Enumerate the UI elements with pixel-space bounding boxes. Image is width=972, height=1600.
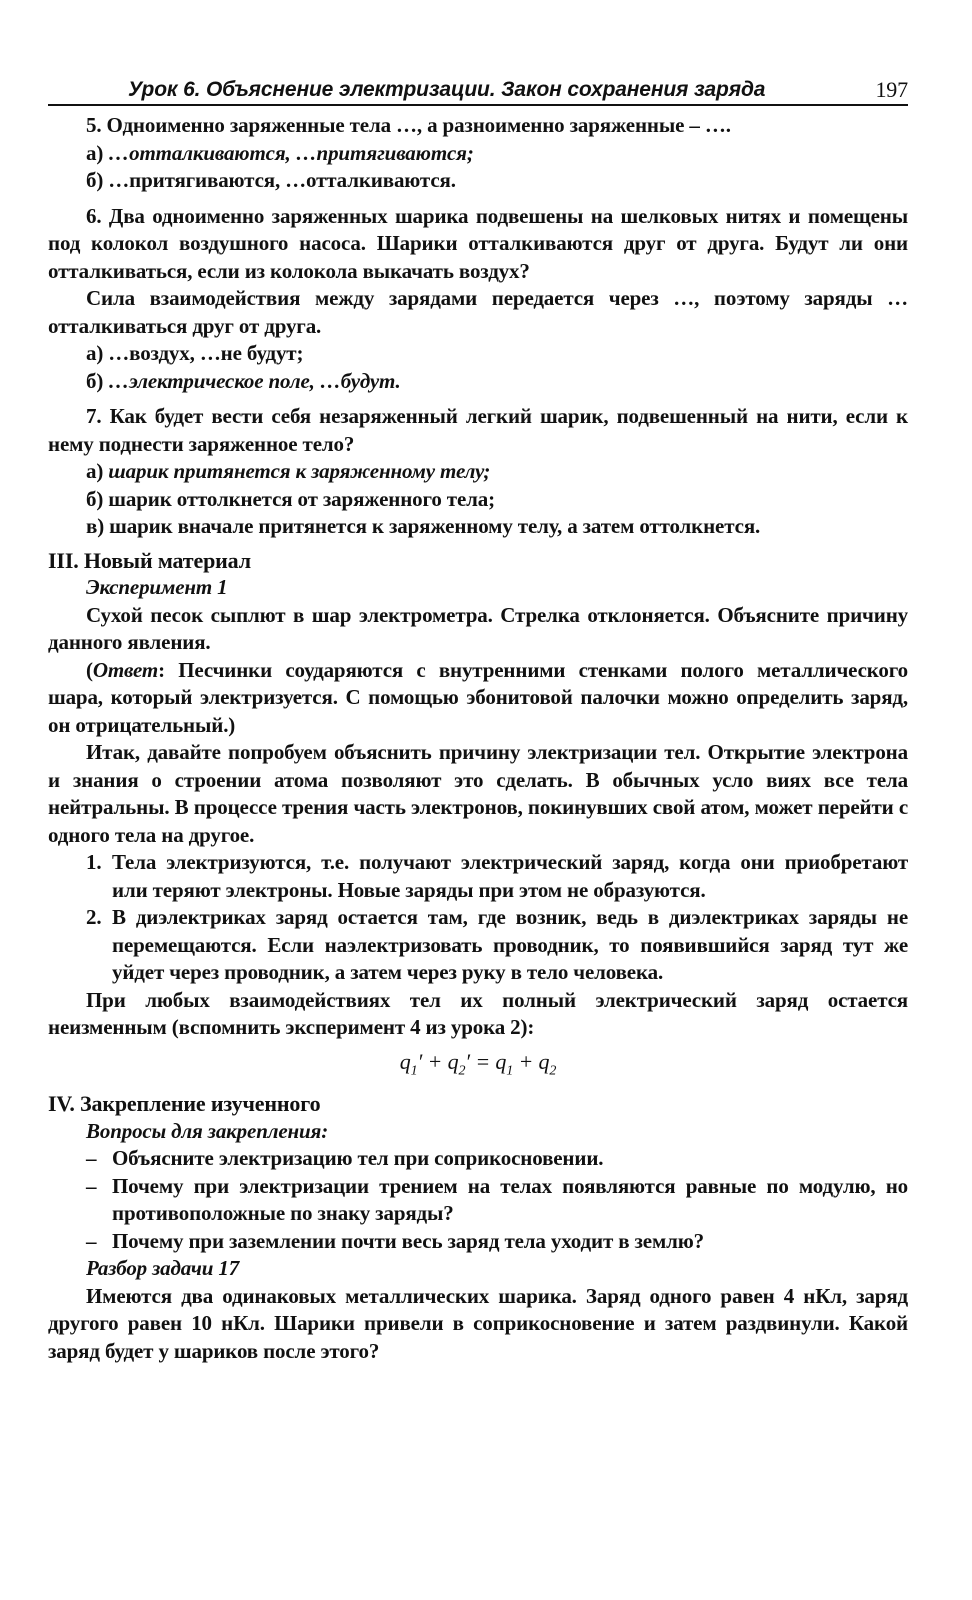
question-5-option-a	[48, 140, 908, 168]
list-item-text: Тела электризуются, т.е. получают электрический заряд, когда они приобретают или теряют электроны. Новые заряды при этом не образуются.	[112, 850, 908, 902]
conservation-law: При любых взаимодействиях тел их полный электрический заряд остается неизменным (вспомнить эксперимент 4 из урока 2):	[48, 987, 908, 1039]
question-7-option-a	[48, 458, 908, 486]
correct-answer: …электрическое поле, …будут.	[108, 368, 401, 393]
option-label: а)	[86, 140, 109, 165]
formula-q: q	[538, 1048, 550, 1074]
formula-index: 1	[506, 1062, 514, 1078]
question-7-option-c: в) шарик вначале притянется к заряженному телу, а затем оттолкнется.	[86, 514, 761, 538]
list-item-text: Почему при электризации трением на телах появляются равные по модулю, но противоположные по знаку заряды?	[112, 1173, 908, 1226]
question-6: 6. Два одноименно заряженных шарика подвешены на шелковых нитях и помещены под колокол воздушного насоса. Шарики отталкиваются друг от друга. Будут ли они отталкиваться, если из колокола выкачать воздух?	[48, 203, 908, 283]
list-item-text: Почему при заземлении почти весь заряд тела уходит в землю?	[112, 1228, 704, 1253]
list-item-text: В диэлектриках заряд остается там, где возник, ведь в диэлектриках заряды не перемещаются. Если наэлектризовать проводник, то появившийся заряд тут же уйдет через проводник, а затем через руку в тело человека.	[112, 905, 908, 984]
problem-title: Разбор задачи 17	[86, 1256, 240, 1281]
formula-prime: ′	[465, 1048, 470, 1074]
option-label: а)	[86, 459, 109, 483]
option-label: б)	[86, 368, 109, 393]
formula-index: 2	[458, 1062, 466, 1078]
formula-index: 2	[549, 1062, 557, 1078]
formula-q: q	[447, 1048, 459, 1074]
page-number: 197	[875, 77, 908, 102]
list-item	[48, 904, 908, 987]
answer-open-paren: (	[86, 657, 93, 682]
question-7: 7. Как будет вести себя незаряженный легкий шарик, подвешенный на нити, если к нему поднести заряженное тело?	[48, 404, 908, 456]
answer-text: : Песчинки соударяются с внутренними стенками полого металлического шара, который электризуется. С помощью эбонитовой палочки можно определить заряд, он отрицательный.)	[48, 657, 908, 737]
problem-text: Имеются два одинаковых металлических шарика. Заряд одного равен 4 нКл, заряд другого равен 10 нКл. Шарики привели в соприкосновение и затем раздвинули. Какой заряд будет у шариков после этого?	[48, 1283, 908, 1363]
running-header-title: Урок 6. Объяснение электризации. Закон сохранения заряда	[128, 78, 766, 101]
formula-plus: +	[422, 1048, 448, 1074]
formula-plus: +	[513, 1048, 539, 1074]
question-6-option-a: а) …воздух, …не будут;	[86, 341, 304, 365]
question-6-option-b	[48, 368, 908, 396]
list-item	[48, 849, 908, 904]
question-5: 5. Одноименно заряженные тела …, а разноименно заряженные – ….	[86, 113, 731, 137]
consolidation-questions	[48, 1145, 908, 1255]
list-item	[48, 1228, 908, 1256]
section-heading-new-material: III. Новый материал	[48, 547, 251, 573]
formula-q: q	[495, 1048, 507, 1074]
question-7-option-b: б) шарик оттолкнется от заряженного тела;	[86, 486, 495, 511]
list-item-text: Объясните электризацию тел при соприкосновении.	[112, 1146, 604, 1171]
correct-answer: …отталкиваются, …притягиваются;	[108, 140, 474, 165]
experiment-title: Эксперимент 1	[86, 575, 228, 599]
list-item-number: 1.	[86, 850, 102, 874]
running-header	[48, 70, 908, 106]
charge-conservation-formula	[48, 1048, 908, 1085]
list-dash: –	[86, 1228, 97, 1253]
list-item	[48, 1173, 908, 1228]
formula-index: 1	[410, 1062, 418, 1078]
formula-equals: =	[469, 1048, 496, 1074]
formula-prime: ′	[417, 1048, 423, 1074]
explanation-paragraph: Итак, давайте попробуем объяснить причину электризации тел. Открытие электрона и знания о строении атома позволяют это сделать. В обычных усло виях все тела нейтральны. В процессе трения часть электронов, покинувших свой атом, может перейти с одного тела на другое.	[48, 740, 908, 847]
answer-label: Ответ	[92, 657, 159, 682]
question-6-stem: Сила взаимодействия между зарядами передается через …, поэтому заряды … отталкиваться друг от друга.	[48, 286, 908, 338]
list-dash: –	[86, 1173, 97, 1198]
formula-q: q	[399, 1048, 411, 1074]
experiment-text: Сухой песок сыплют в шар электрометра. Стрелка отклоняется. Объясните причину данного явления.	[48, 602, 908, 654]
correct-answer: шарик притянется к заряженному телу;	[108, 459, 491, 483]
question-5-option-b: б) …притягиваются, …отталкиваются.	[86, 168, 456, 192]
experiment-answer	[48, 657, 908, 740]
list-item	[48, 1145, 908, 1173]
list-item-number: 2.	[86, 905, 102, 929]
book-page	[48, 70, 908, 1365]
list-dash: –	[86, 1146, 97, 1171]
facts-list	[48, 849, 908, 987]
section-heading-consolidation: IV. Закрепление изученного	[48, 1091, 321, 1117]
questions-title: Вопросы для закрепления:	[86, 1118, 329, 1143]
